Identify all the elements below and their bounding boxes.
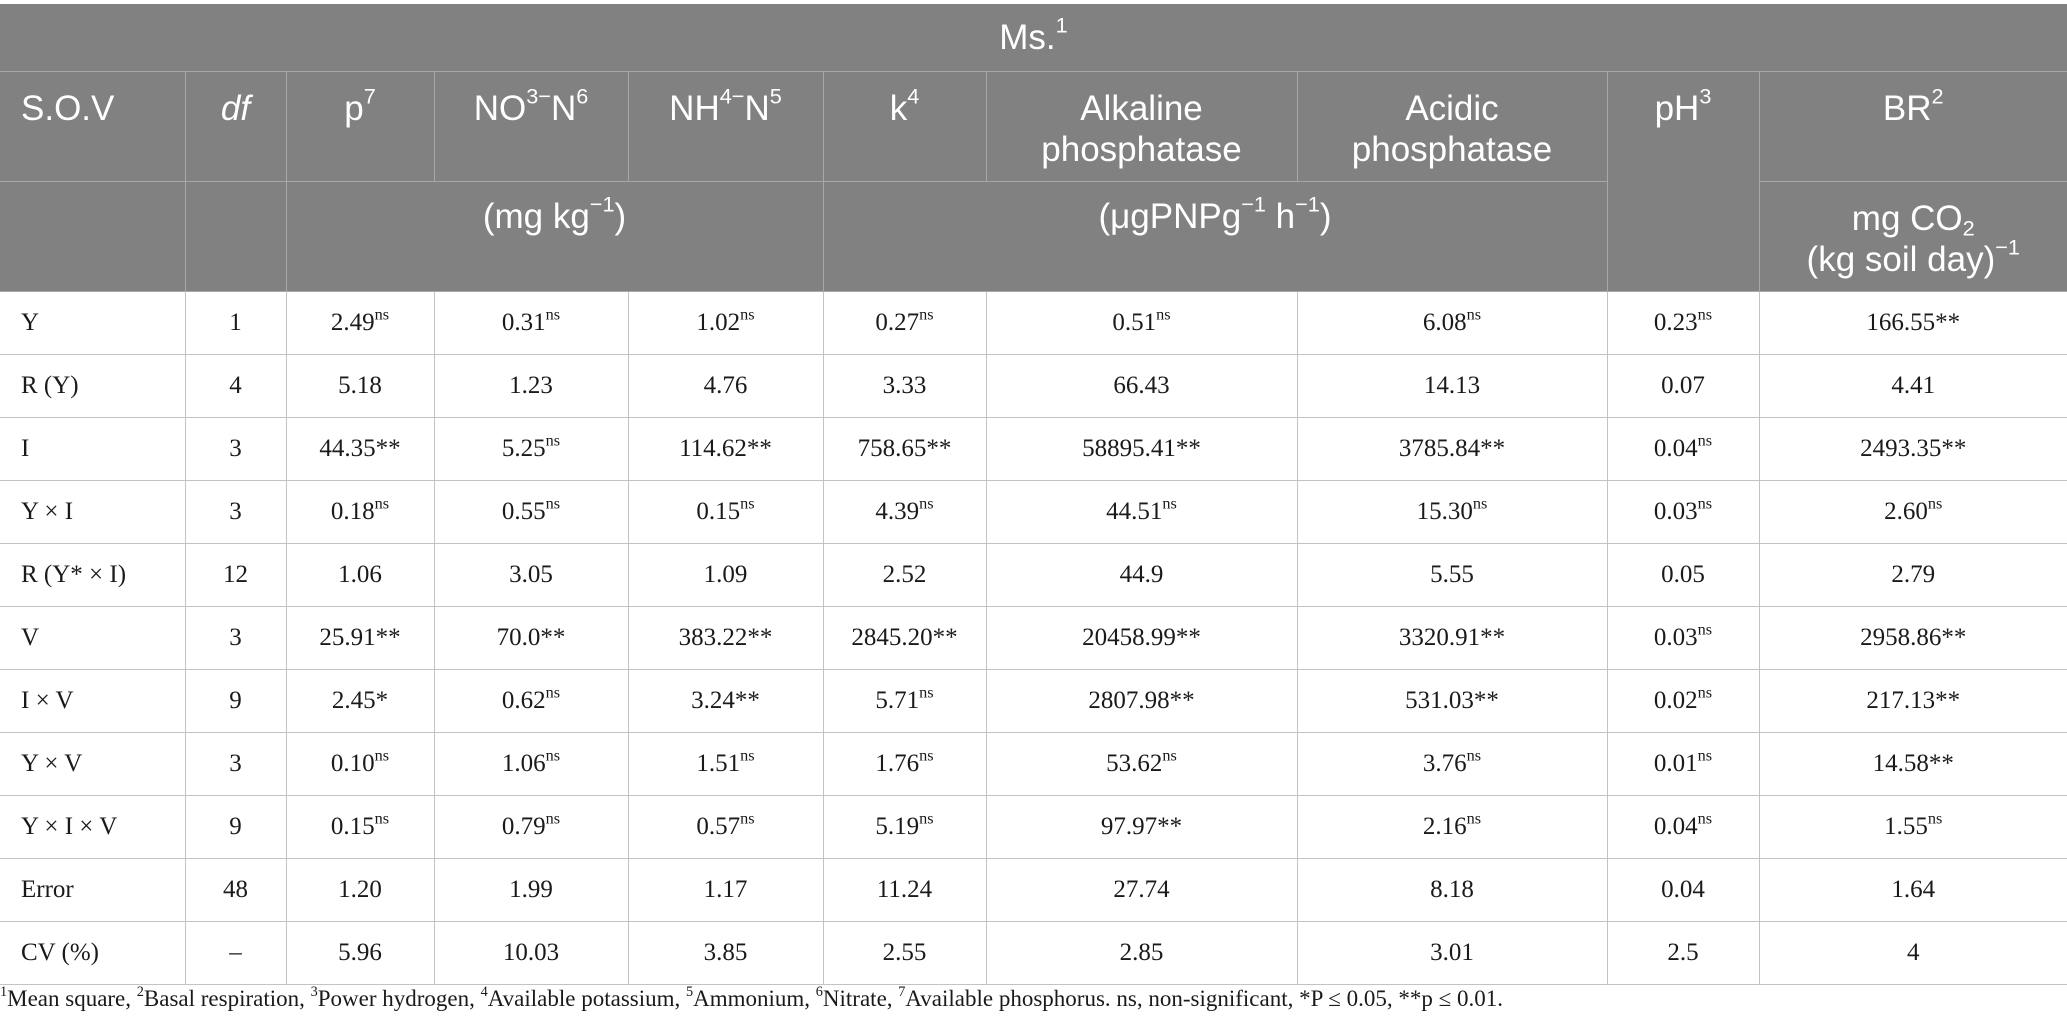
cell-alk: 66.43: [986, 355, 1297, 418]
unit-empty-df: [185, 182, 286, 292]
cell-alk: $44.51^{ns}$: [986, 481, 1297, 544]
cell-nh4: 1.09: [628, 544, 823, 607]
cell-no3: $0.31^{ns}$: [434, 292, 628, 355]
cell-df: 3: [185, 481, 286, 544]
cell-df: –: [185, 922, 286, 985]
cell-nh4: 3.85: [628, 922, 823, 985]
unit-ugpnp: (μgPNPg$^{-1}$ $h^{-1}$): [823, 182, 1607, 292]
cell-nh4: 3.24**: [628, 670, 823, 733]
cell-p: 2.45*: [286, 670, 434, 733]
cell-sov: V: [0, 607, 185, 670]
cell-no3: $0.55^{ns}$: [434, 481, 628, 544]
cell-no3: $0.62^{ns}$: [434, 670, 628, 733]
cell-k: $5.19^{ns}$: [823, 796, 986, 859]
cell-p: $0.10^{ns}$: [286, 733, 434, 796]
cell-df: 3: [185, 733, 286, 796]
cell-p: 5.18: [286, 355, 434, 418]
cell-ph: $0.23^{ns}$: [1607, 292, 1759, 355]
cell-no3: $5.25^{ns}$: [434, 418, 628, 481]
anova-table-container: [0, 4, 2067, 985]
cell-ph: $0.03^{ns}$: [1607, 607, 1759, 670]
cell-no3: $1.06^{ns}$: [434, 733, 628, 796]
table-row: [0, 355, 2067, 418]
unit-empty-sov: [0, 182, 185, 292]
table-body: [0, 292, 2067, 985]
cell-ph: $0.01^{ns}$: [1607, 733, 1759, 796]
cell-ph: 0.05: [1607, 544, 1759, 607]
cell-alk: 27.74: [986, 859, 1297, 922]
cell-df: 4: [185, 355, 286, 418]
cell-df: 3: [185, 607, 286, 670]
cell-ph: 0.04: [1607, 859, 1759, 922]
cell-acid: 14.13: [1297, 355, 1607, 418]
cell-br: $2.60^{ns}$: [1759, 481, 2067, 544]
cell-nh4: 4.76: [628, 355, 823, 418]
cell-br: 2958.86**: [1759, 607, 2067, 670]
cell-sov: Y × V: [0, 733, 185, 796]
cell-acid: 531.03**: [1297, 670, 1607, 733]
cell-alk: $0.51^{ns}$: [986, 292, 1297, 355]
cell-acid: 8.18: [1297, 859, 1607, 922]
table-row: [0, 544, 2067, 607]
cell-ph: $0.03^{ns}$: [1607, 481, 1759, 544]
cell-nh4: $1.02^{ns}$: [628, 292, 823, 355]
cell-no3: 10.03: [434, 922, 628, 985]
cell-no3: $0.79^{ns}$: [434, 796, 628, 859]
cell-ph: $0.02^{ns}$: [1607, 670, 1759, 733]
cell-sov: R (Y): [0, 355, 185, 418]
cell-sov: I: [0, 418, 185, 481]
cell-nh4: 1.17: [628, 859, 823, 922]
cell-sov: R (Y* × I): [0, 544, 185, 607]
cell-br: 2.79: [1759, 544, 2067, 607]
cell-alk: 97.97**: [986, 796, 1297, 859]
cell-nh4: 114.62**: [628, 418, 823, 481]
cell-alk: 2807.98**: [986, 670, 1297, 733]
cell-k: $5.71^{ns}$: [823, 670, 986, 733]
cell-p: 25.91**: [286, 607, 434, 670]
table-row: [0, 922, 2067, 985]
cell-no3: 70.0**: [434, 607, 628, 670]
cell-acid: 5.55: [1297, 544, 1607, 607]
cell-br: 14.58**: [1759, 733, 2067, 796]
table-row: [0, 796, 2067, 859]
cell-br: 166.55**: [1759, 292, 2067, 355]
table-row: [0, 292, 2067, 355]
cell-acid: 3320.91**: [1297, 607, 1607, 670]
cell-sov: Error: [0, 859, 185, 922]
cell-br: 1.64: [1759, 859, 2067, 922]
cell-ph: $0.04^{ns}$: [1607, 796, 1759, 859]
footnote: $^1$Mean square, $^2$Basal respiration, $^3$Power hydrogen, $^4$Available potassium, $^5$Ammonium, $^6$Nitrate, $^7$Available phosphorus. ns, non-significant, *P ≤ 0.05, **p ≤ 0.01.: [0, 984, 1504, 1011]
table-row: [0, 859, 2067, 922]
cell-sov: I × V: [0, 670, 185, 733]
col-header-nh4: $NH^{4-}N^5$: [628, 72, 823, 182]
table-row: [0, 607, 2067, 670]
cell-alk: 44.9: [986, 544, 1297, 607]
cell-k: 758.65**: [823, 418, 986, 481]
cell-acid: 3785.84**: [1297, 418, 1607, 481]
cell-k: $4.39^{ns}$: [823, 481, 986, 544]
table-row: [0, 418, 2067, 481]
cell-nh4: $0.15^{ns}$: [628, 481, 823, 544]
cell-p: $0.15^{ns}$: [286, 796, 434, 859]
cell-br: 4: [1759, 922, 2067, 985]
table-row: [0, 733, 2067, 796]
cell-df: 9: [185, 670, 286, 733]
cell-k: 2845.20**: [823, 607, 986, 670]
cell-nh4: 383.22**: [628, 607, 823, 670]
cell-ph: $0.04^{ns}$: [1607, 418, 1759, 481]
cell-df: 12: [185, 544, 286, 607]
cell-alk: 58895.41**: [986, 418, 1297, 481]
cell-k: $0.27^{ns}$: [823, 292, 986, 355]
cell-sov: Y × I: [0, 481, 185, 544]
cell-ph: 2.5: [1607, 922, 1759, 985]
cell-no3: 3.05: [434, 544, 628, 607]
cell-br: $1.55^{ns}$: [1759, 796, 2067, 859]
col-header-ph: $pH^3$: [1607, 72, 1759, 292]
cell-p: $2.49^{ns}$: [286, 292, 434, 355]
unit-mg-kg: (mg $kg^{-1}$): [286, 182, 823, 292]
cell-no3: 1.99: [434, 859, 628, 922]
cell-no3: 1.23: [434, 355, 628, 418]
col-header-acidic: Acidic phosphatase: [1297, 72, 1607, 182]
cell-p: $0.18^{ns}$: [286, 481, 434, 544]
cell-acid: $2.16^{ns}$: [1297, 796, 1607, 859]
cell-p: 1.20: [286, 859, 434, 922]
unit-br: mg $CO_2$ (kg soil day)$^{-1}$: [1759, 182, 2067, 292]
cell-acid: $3.76^{ns}$: [1297, 733, 1607, 796]
ms-header: Ms.$^1$: [0, 4, 2067, 72]
col-header-br: $BR^2$: [1759, 72, 2067, 182]
cell-acid: $15.30^{ns}$: [1297, 481, 1607, 544]
cell-alk: 20458.99**: [986, 607, 1297, 670]
cell-df: 9: [185, 796, 286, 859]
cell-k: $1.76^{ns}$: [823, 733, 986, 796]
col-header-alkaline: Alkaline phosphatase: [986, 72, 1297, 182]
cell-k: 2.52: [823, 544, 986, 607]
cell-ph: 0.07: [1607, 355, 1759, 418]
cell-alk: 2.85: [986, 922, 1297, 985]
cell-k: 3.33: [823, 355, 986, 418]
cell-sov: Y: [0, 292, 185, 355]
cell-nh4: $1.51^{ns}$: [628, 733, 823, 796]
table-row: [0, 481, 2067, 544]
col-header-sov: S.O.V: [0, 72, 185, 182]
col-header-no3: $NO^{3-}N^6$: [434, 72, 628, 182]
cell-alk: $53.62^{ns}$: [986, 733, 1297, 796]
anova-table: [0, 4, 2067, 985]
table-row: [0, 670, 2067, 733]
col-header-df: df: [185, 72, 286, 182]
cell-k: 2.55: [823, 922, 986, 985]
col-header-k: $k^4$: [823, 72, 986, 182]
cell-df: 48: [185, 859, 286, 922]
cell-acid: $6.08^{ns}$: [1297, 292, 1607, 355]
cell-df: 1: [185, 292, 286, 355]
table-header: [0, 4, 2067, 292]
cell-df: 3: [185, 418, 286, 481]
cell-p: 1.06: [286, 544, 434, 607]
cell-sov: Y × I × V: [0, 796, 185, 859]
cell-k: 11.24: [823, 859, 986, 922]
cell-nh4: $0.57^{ns}$: [628, 796, 823, 859]
cell-br: 217.13**: [1759, 670, 2067, 733]
cell-sov: CV (%): [0, 922, 185, 985]
cell-br: 2493.35**: [1759, 418, 2067, 481]
cell-br: 4.41: [1759, 355, 2067, 418]
cell-acid: 3.01: [1297, 922, 1607, 985]
cell-p: 5.96: [286, 922, 434, 985]
col-header-p: $p^7$: [286, 72, 434, 182]
cell-p: 44.35**: [286, 418, 434, 481]
